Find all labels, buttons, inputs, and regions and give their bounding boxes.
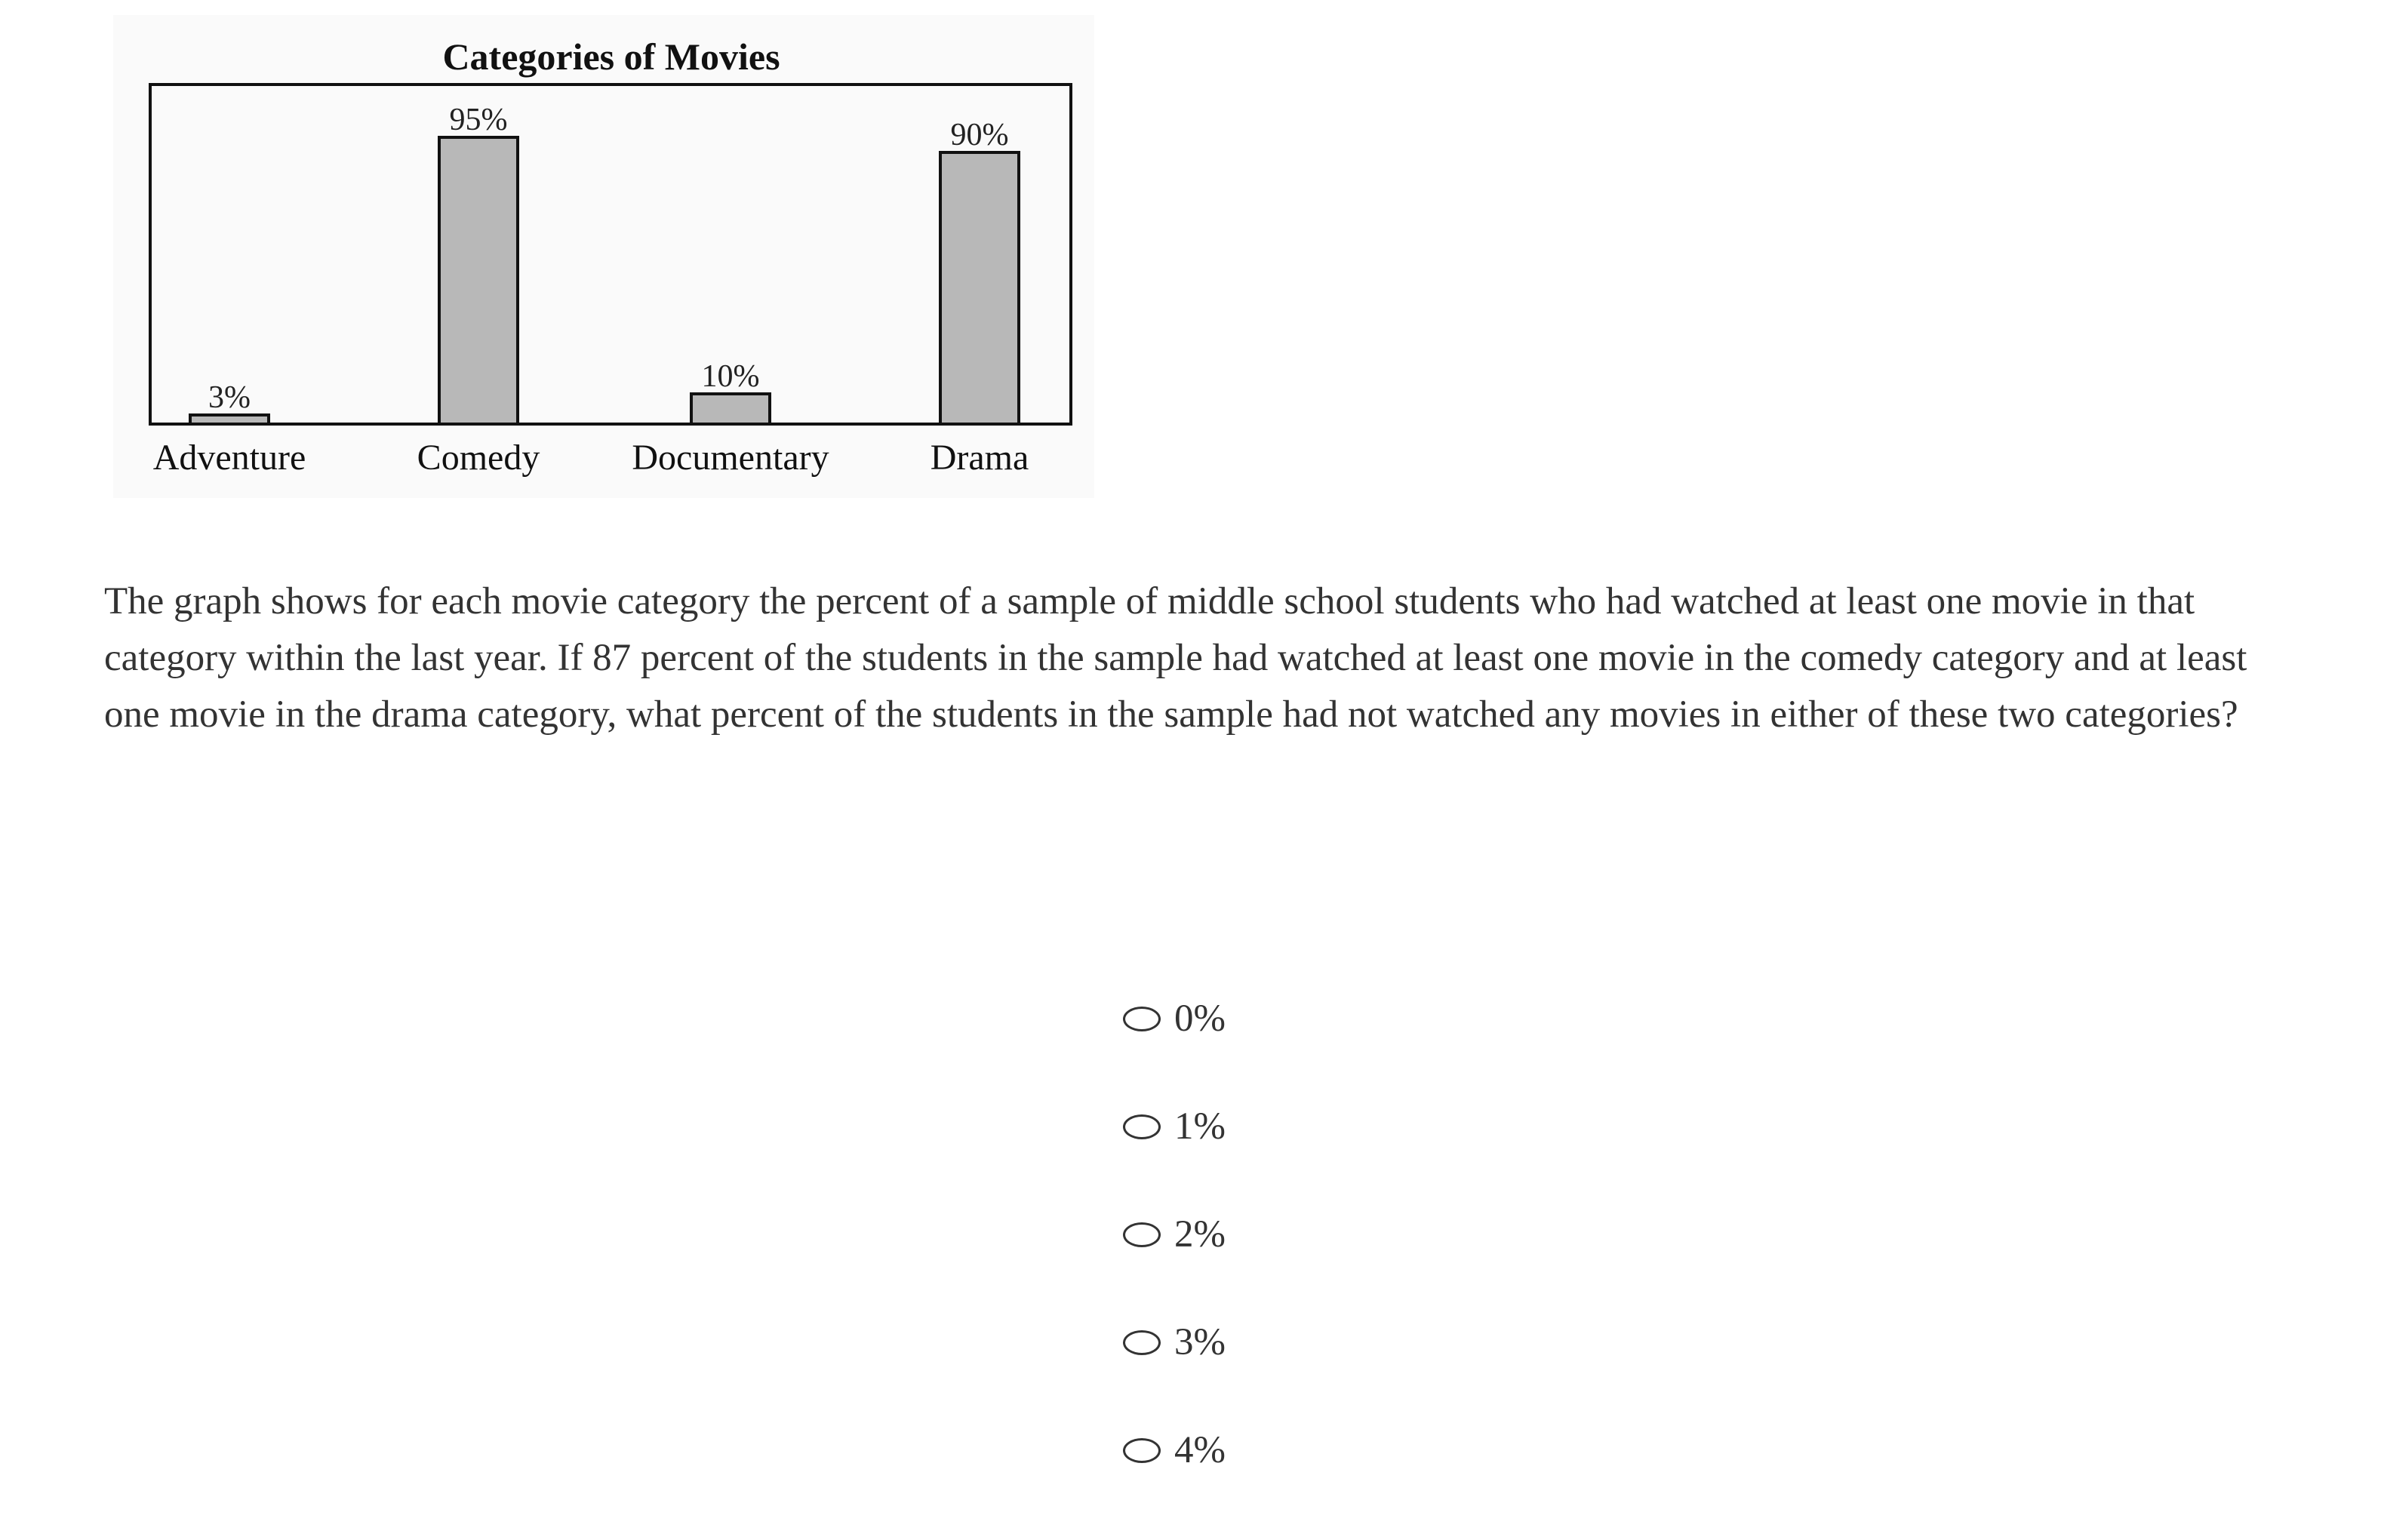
answer-option[interactable] <box>1123 1312 1425 1372</box>
question-text: The graph shows for each movie category the percent of a sample of middle school students who had watched at least one movie in that category within the last year. If 87 percent of the students in the sample had watched at least one movie in the comedy category and at least one movie in the drama category, what percent of the students in the sample had not watched any movies in either of these two categories? <box>104 580 2247 736</box>
data-label-drama: 90% <box>950 118 1009 152</box>
data-label-documentary: 10% <box>701 359 760 394</box>
option-label: 4% <box>1174 1429 1226 1471</box>
option-label: 0% <box>1174 997 1226 1040</box>
category-label-adventure: Adventure <box>152 438 306 478</box>
category-label-documentary: Documentary <box>632 438 829 478</box>
chart-title: Categories of Movies <box>442 35 780 78</box>
radio-button[interactable] <box>1123 1007 1161 1031</box>
data-label-adventure: 3% <box>208 380 251 415</box>
radio-button[interactable] <box>1123 1114 1161 1139</box>
bar-drama <box>940 152 1019 424</box>
radio-button[interactable] <box>1123 1222 1161 1247</box>
bar-documentary <box>691 394 770 424</box>
radio-button[interactable] <box>1123 1330 1161 1355</box>
answer-option[interactable] <box>1123 1204 1425 1265</box>
category-label-drama: Drama <box>930 438 1029 478</box>
option-label: 1% <box>1174 1105 1226 1148</box>
option-label: 3% <box>1174 1321 1226 1363</box>
bar-comedy <box>439 137 518 424</box>
answer-option[interactable] <box>1123 1420 1425 1480</box>
chart-svg <box>113 15 1094 498</box>
category-label-comedy: Comedy <box>417 438 540 478</box>
option-label: 2% <box>1174 1213 1226 1256</box>
answer-choices <box>1123 988 1425 1528</box>
answer-option[interactable] <box>1123 988 1425 1049</box>
radio-button[interactable] <box>1123 1438 1161 1463</box>
plot-frame <box>150 85 1071 424</box>
answer-option[interactable] <box>1123 1096 1425 1157</box>
bar-chart <box>113 15 1094 498</box>
data-label-comedy: 95% <box>449 103 508 137</box>
bar-adventure <box>190 415 269 424</box>
